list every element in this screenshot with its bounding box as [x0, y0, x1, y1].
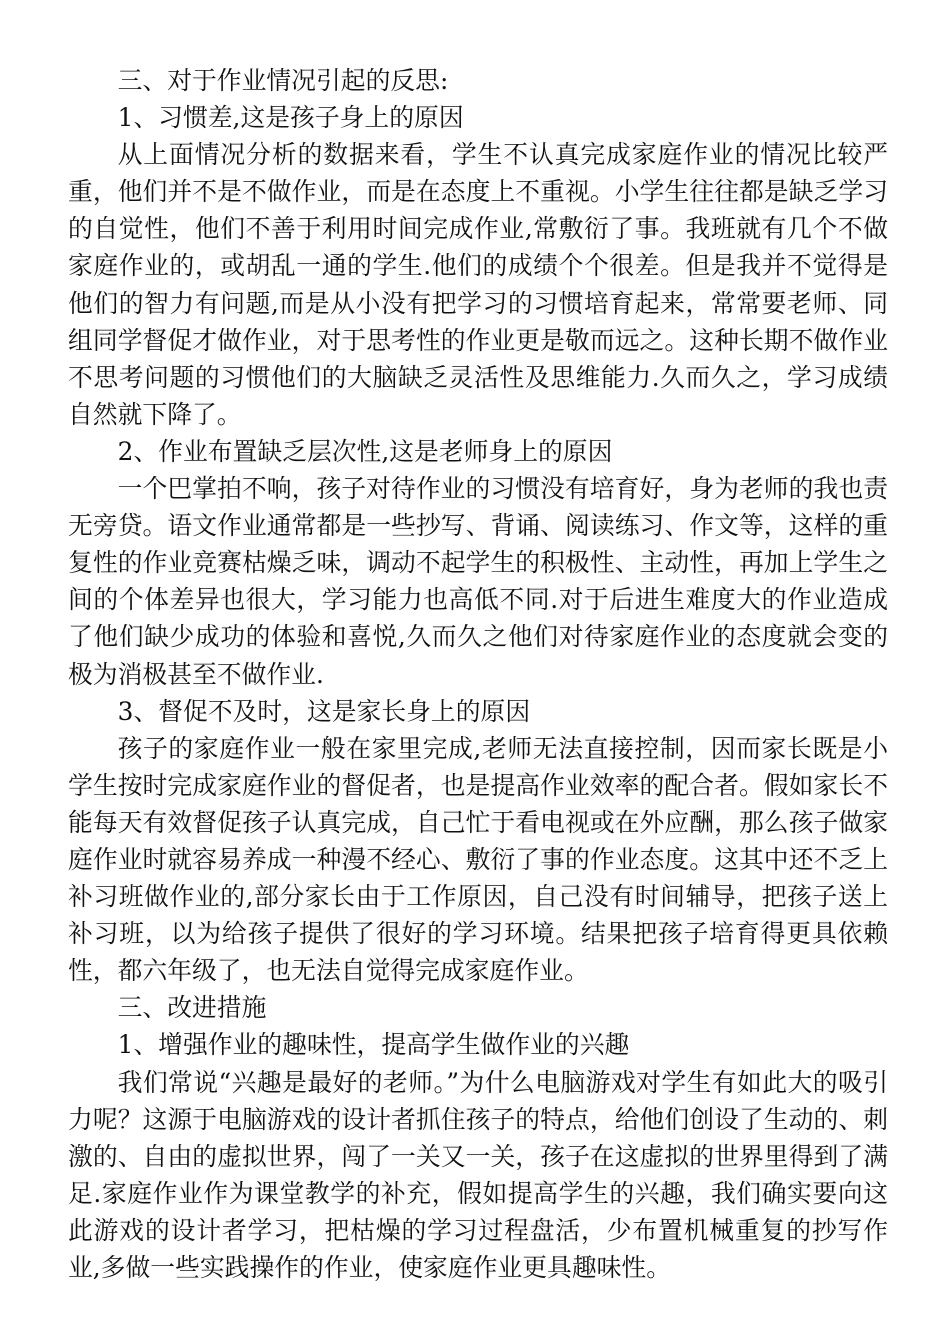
paragraph-interest: 我们常说“兴趣是最好的老师。”为什么电脑游戏对学生有如此大的吸引力呢？这源于电脑游戏的设计者抓住孩子的特点，给他们创设了生动的、刺激的、自由的虚拟世界，闯了一关又一关，孩子在这虚拟的世界里得到了满足.家庭作业作为课堂教学的补充，假如提高学生的兴趣，我们确实要向这此游戏的设计者学习，把枯燥的学习过程盘活，少布置机械重复的抄写作业,多做一些实践操作的作业，使家庭作业更具趣味性。 — [68, 1067, 888, 1282]
paragraph-teacher: 一个巴掌拍不响，孩子对待作业的习惯没有培育好，身为老师的我也责无旁贷。语文作业通常都是一些抄写、背诵、阅读练习、作文等，这样的重复性的作业竞赛枯燥乏味，调动不起学生的积极性、主动性，再加上学生之间的个体差异也很大，学习能力也高低不同.对于后进生难度大的作业造成了他们缺少成功的体验和喜悦,久而久之他们对待家庭作业的态度就会变的极为消极甚至不做作业. — [68, 474, 888, 689]
subheading-habit: 1、习惯差,这是孩子身上的原因 — [117, 103, 464, 133]
paragraph-habit: 从上面情况分析的数据来看，学生不认真完成家庭作业的情况比较严重，他们并不是不做作业，而是在态度上不重视。小学生往往都是缺乏学习的自觉性，他们不善于利用时间完成作业,常敷衍了事。我班就有几个不做家庭作业的，或胡乱一通的学生.他们的成绩个个很差。但是我并不觉得是他们的智力有问题,而是从小没有把学习的习惯培育起来，常常要老师、同组同学督促才做作业，对于思考性的作业更是敬而远之。这种长期不做作业不思考问题的习惯他们的大脑缺乏灵活性及思维能力.久而久之，学习成绩自然就下降了。 — [68, 140, 888, 429]
subheading-interest: 1、增强作业的趣味性，提高学生做作业的兴趣 — [117, 1030, 630, 1060]
paragraph-parents: 孩子的家庭作业一般在家里完成,老师无法直接控制，因而家长既是小学生按时完成家庭作业的督促者，也是提高作业效率的配合者。假如家长不能每天有效督促孩子认真完成，自己忙于看电视或在外应酬，那么孩子做家庭作业时就容易养成一种漫不经心、敷衍了事的作业态度。这其中还不乏上补习班做作业的,部分家长由于工作原因，自己没有时间辅导，把孩子送上补习班，以为给孩子提供了很好的学习环境。结果把孩子培育得更具依赖性，都六年级了，也无法自觉得完成家庭作业。 — [68, 733, 888, 986]
section-heading-measures: 三、改进措施 — [117, 993, 267, 1023]
section-heading-reflection: 三、对于作业情况引起的反思: — [117, 66, 449, 95]
document-page — [68, 62, 888, 1286]
subheading-teacher: 2、作业布置缺乏层次性,这是老师身上的原因 — [117, 436, 613, 466]
subheading-parents: 3、督促不及时，这是家长身上的原因 — [117, 696, 531, 726]
